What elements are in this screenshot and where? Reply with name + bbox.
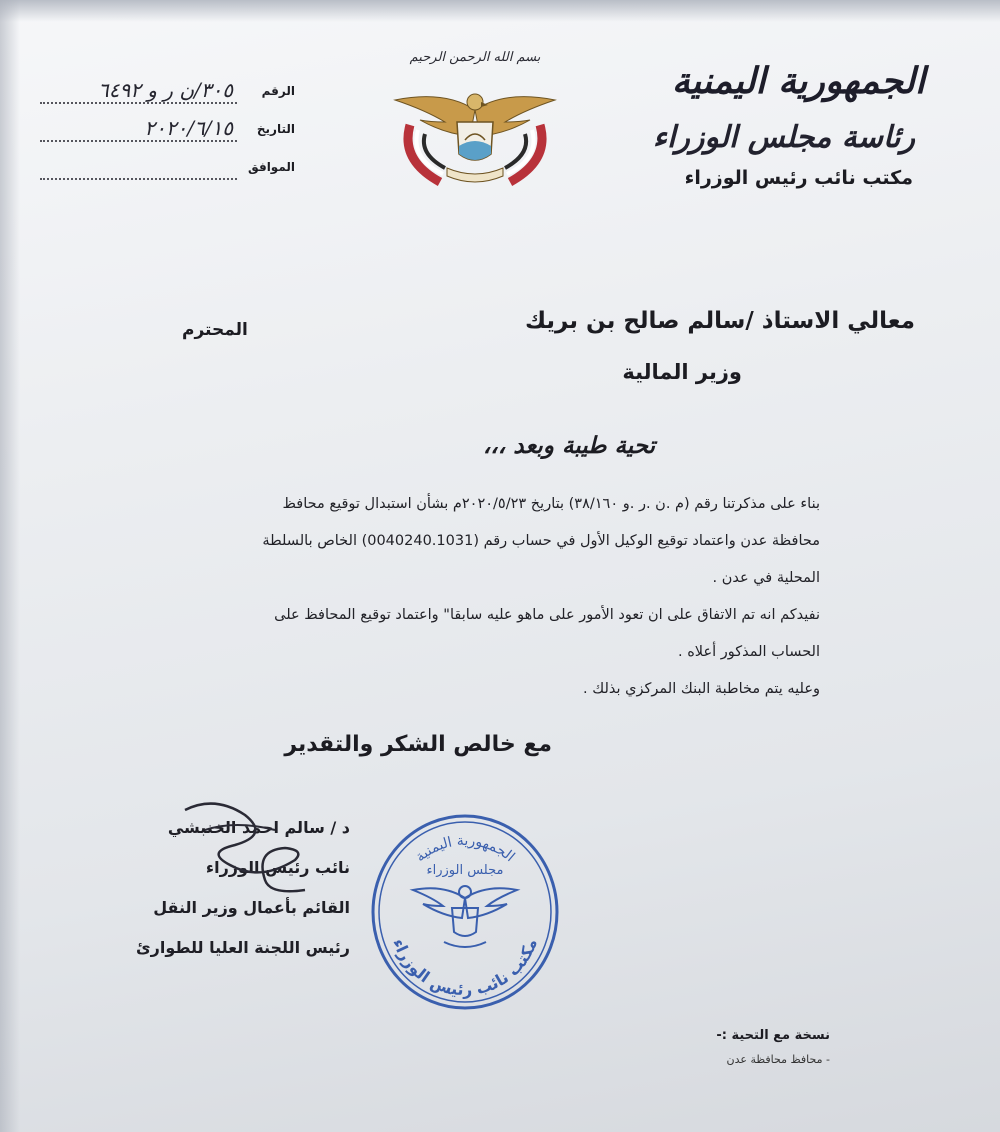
hijri-date-label: الموافق bbox=[248, 160, 295, 174]
paper-shadow-left bbox=[0, 0, 20, 1132]
dotted-line bbox=[40, 102, 237, 104]
signatory-committee: رئيس اللجنة العليا للطوارئ bbox=[136, 938, 350, 957]
yemen-emblem bbox=[385, 50, 565, 200]
reference-number-label: الرقم bbox=[261, 84, 295, 98]
body-line: محافظة عدن واعتماد توقيع الوكيل الأول في حساب رقم (0040240.1031) الخاص بالسلطة bbox=[262, 533, 820, 549]
republic-title: الجمهورية اليمنية bbox=[671, 60, 925, 102]
body-line: المحلية في عدن . bbox=[712, 570, 820, 586]
body-line: وعليه يتم مخاطبة البنك المركزي بذلك . bbox=[583, 681, 820, 697]
stamp-middle-text: مجلس الوزراء bbox=[426, 863, 504, 878]
copy-to-block bbox=[610, 1028, 830, 1066]
addressee-title: وزير المالية bbox=[622, 360, 742, 384]
signatory-name: د / سالم احمد الخنبشي bbox=[167, 818, 350, 837]
date-value: ٢٠٢٠/٦/١٥ bbox=[144, 116, 233, 140]
reference-number-row bbox=[40, 78, 295, 116]
paper-shadow-top bbox=[0, 0, 1000, 22]
letter-body bbox=[130, 486, 820, 708]
eagle-emblem-icon bbox=[385, 50, 565, 200]
addressee-honorific: المحترم bbox=[182, 320, 248, 340]
handwritten-signature-icon bbox=[175, 790, 315, 910]
signatory-title: نائب رئيس الوزراء bbox=[205, 858, 350, 877]
body-line: بناء على مذكرتنا رقم (م .ن .ر .و ٣٨/١٦٠) بتاريخ ٢٠٢٠/٥/٢٣م بشأن استبدال توقيع محافظ bbox=[282, 496, 820, 512]
greeting: تحية طيبة وبعد ،،، bbox=[482, 432, 655, 459]
closing: مع خالص الشكر والتقدير bbox=[284, 732, 552, 757]
presidency-title: رئاسة مجلس الوزراء bbox=[652, 120, 915, 155]
hijri-date-row bbox=[40, 154, 295, 192]
official-stamp-icon bbox=[368, 812, 562, 1012]
signatory-role: القائم بأعمال وزير النقل bbox=[153, 898, 350, 917]
date-row bbox=[40, 116, 295, 154]
body-line: الحساب المذكور أعلاه . bbox=[677, 644, 820, 660]
addressee-name: معالي الاستاذ /سالم صالح بن بريك bbox=[525, 308, 915, 334]
reference-block bbox=[40, 78, 295, 192]
body-line: نفيدكم انه تم الاتفاق على ان تعود الأمور على ماهو عليه سابقا" واعتماد توقيع المحافظ على bbox=[274, 607, 820, 623]
dotted-line bbox=[40, 140, 237, 142]
copy-to-title: نسخة مع التحية :- bbox=[716, 1028, 830, 1043]
stamp-bottom-text: مكتب نائب رئيس الوزراء bbox=[389, 936, 541, 1000]
dotted-line bbox=[40, 178, 237, 180]
office-title: مكتب نائب رئيس الوزراء bbox=[684, 167, 913, 189]
svg-text:الجمهورية اليمنية bbox=[413, 833, 518, 865]
stamp-top-text: الجمهورية اليمنية bbox=[412, 832, 518, 866]
copy-to-item: - محافظ محافظة عدن bbox=[726, 1053, 830, 1066]
date-label: التاريخ bbox=[256, 122, 295, 136]
reference-number-value: ٣٠٥/ن ر و ٦٤٩٢ bbox=[97, 78, 233, 102]
letterhead-right bbox=[605, 60, 925, 189]
basmala: بسم الله الرحمن الرحيم bbox=[409, 50, 541, 65]
